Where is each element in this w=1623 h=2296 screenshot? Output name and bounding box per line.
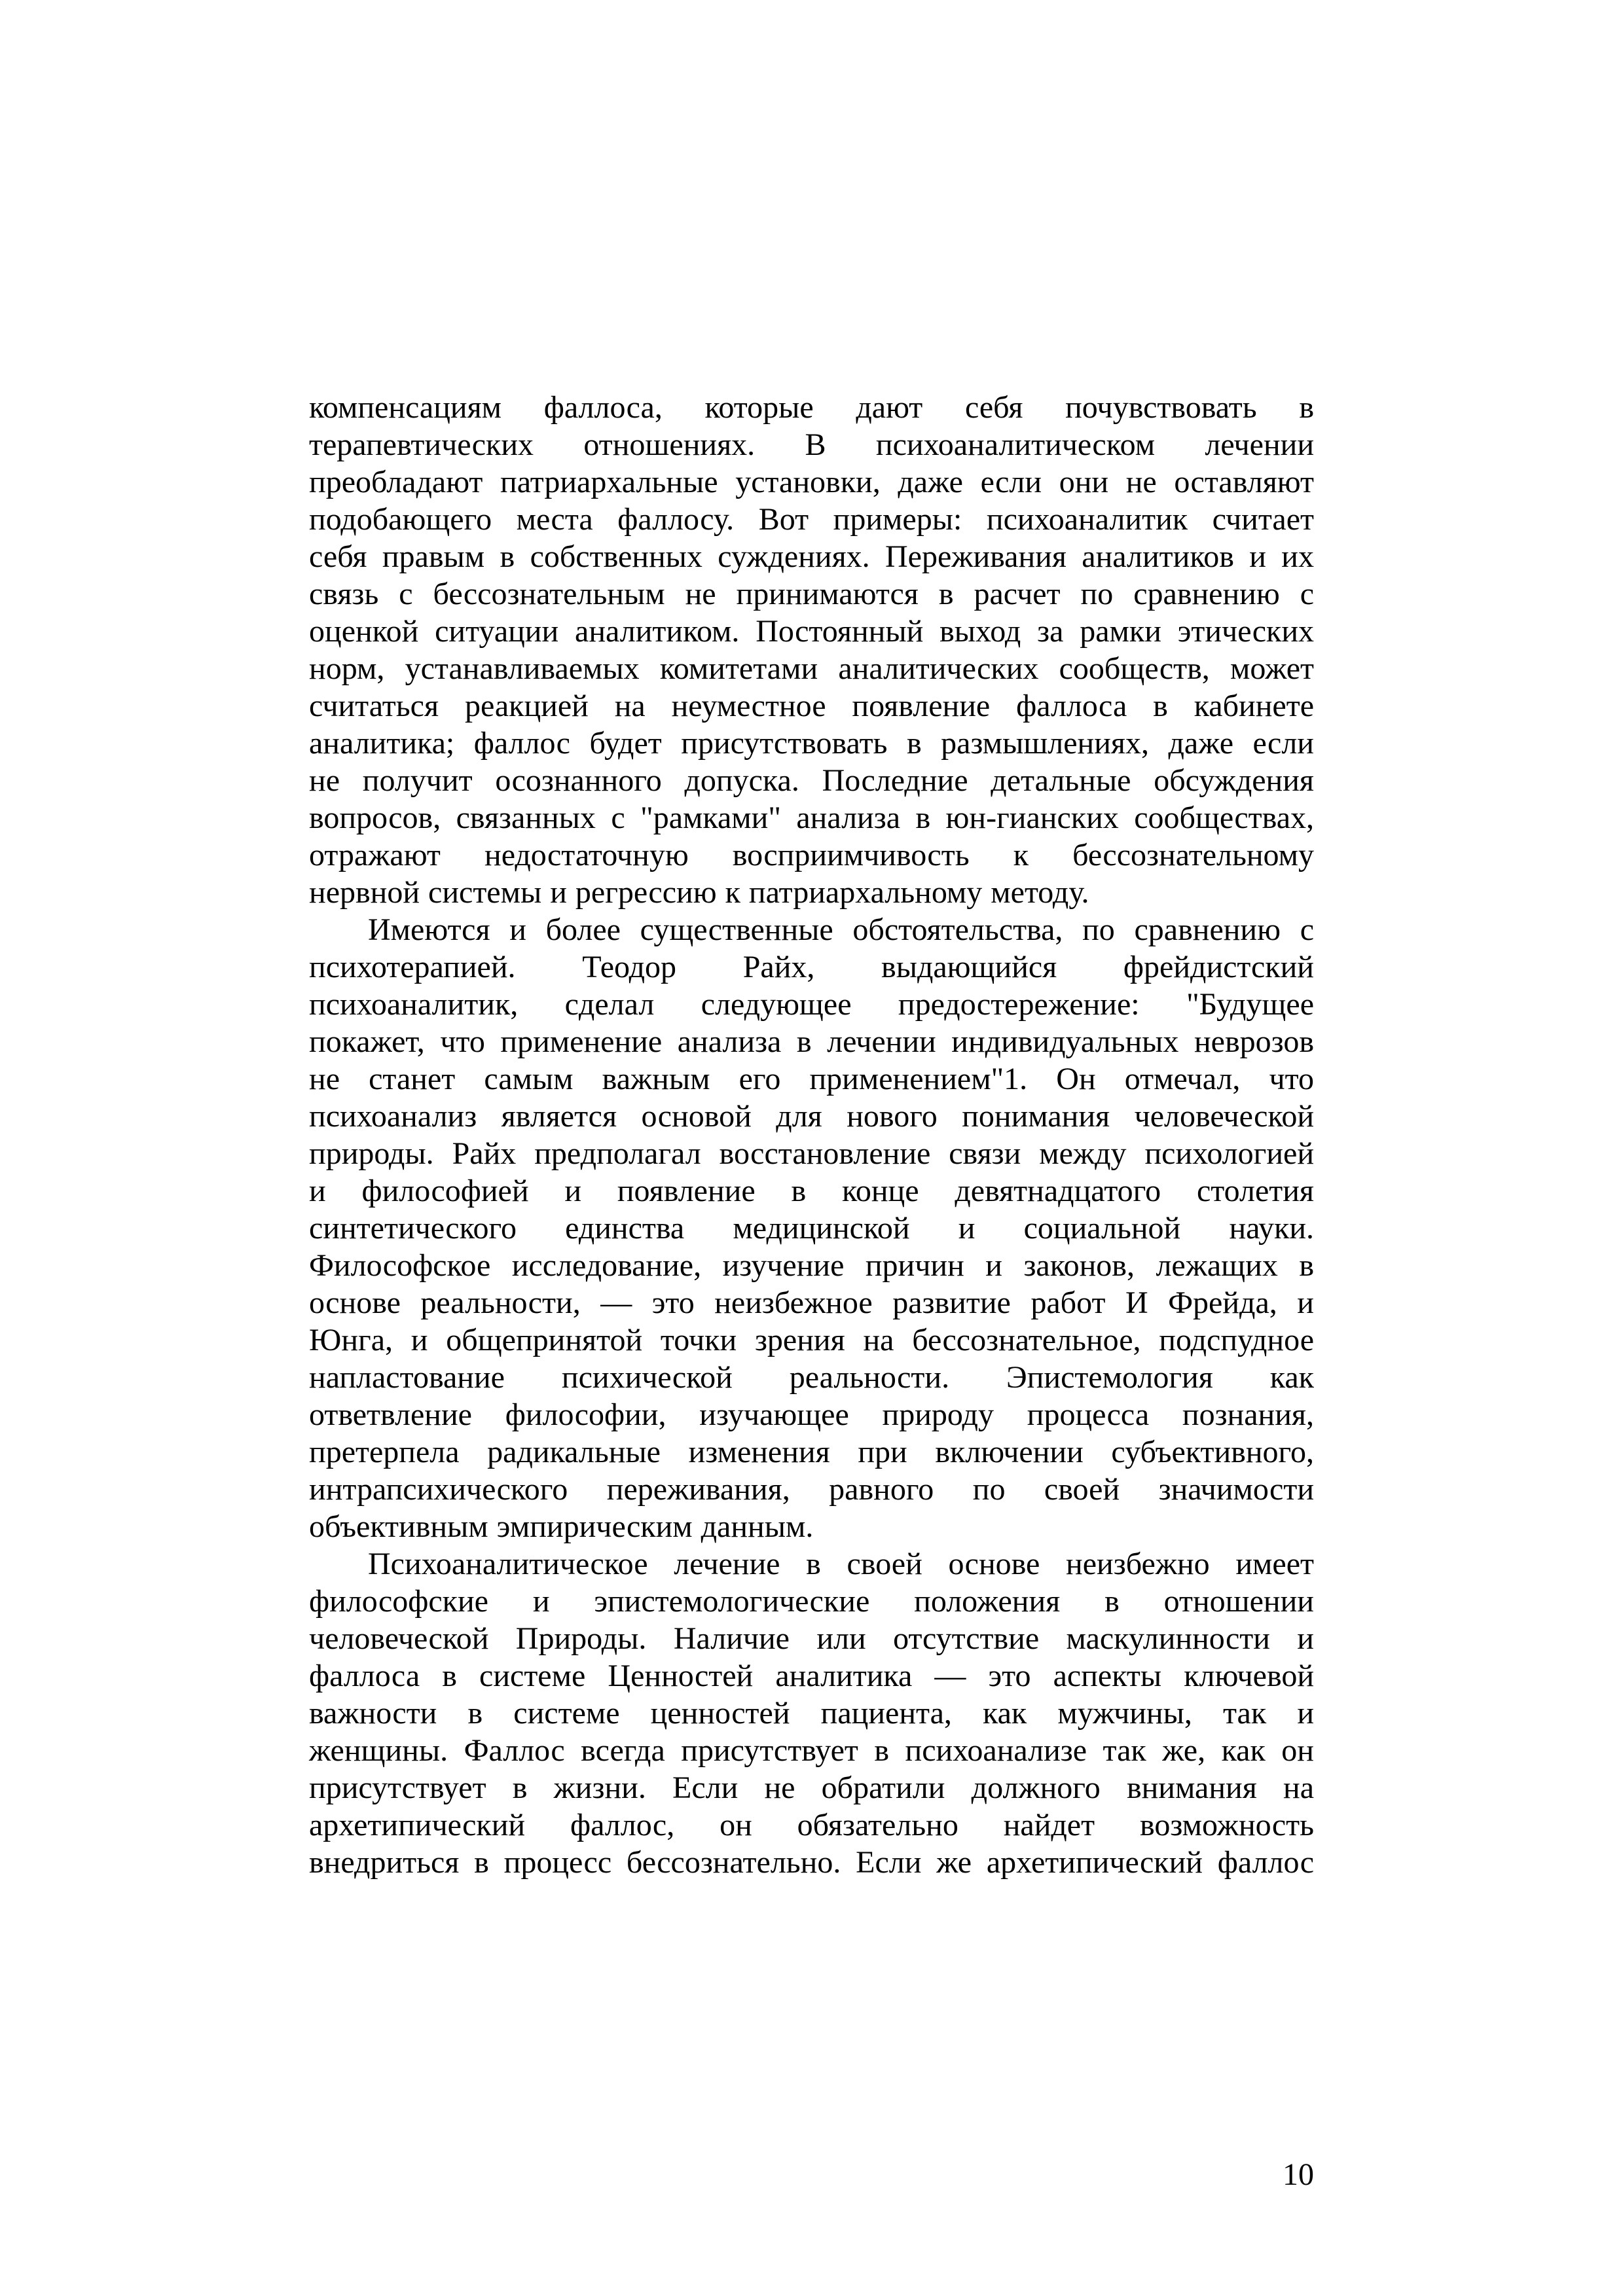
text-line: норм, устанавливаемых комитетами аналитических сообществ, может <box>309 651 1314 686</box>
text-line: Философское исследование, изучение причин и законов, лежащих в <box>309 1248 1314 1283</box>
text-line: присутствует в жизни. Если не обратили должного внимания на <box>309 1770 1314 1805</box>
text-line: фаллоса в системе Ценностей аналитика — это аспекты ключевой <box>309 1659 1314 1693</box>
text-line: аналитика; фаллос будет присутствовать в размышлениях, даже если <box>309 726 1314 761</box>
text-line: вопросов, связанных с "рамками" анализа в юн-гианских сообществах, <box>309 800 1314 835</box>
text-line: объективным эмпирическим данным. <box>309 1509 814 1544</box>
text-line: философские и эпистемологические положения в отношении <box>309 1584 1314 1619</box>
paragraph-2 <box>309 911 1314 1545</box>
text-line: психотерапией. Теодор Райх, выдающийся фрейдистский <box>309 950 1314 984</box>
text-line: архетипический фаллос, он обязательно найдет возможность <box>309 1808 1314 1842</box>
text-line: оценкой ситуации аналитиком. Постоянный выход за рамки этических <box>309 614 1314 649</box>
text-line: природы. Райх предполагал восстановление связи между психологией <box>309 1136 1314 1171</box>
text-line: себя правым в собственных суждениях. Переживания аналитиков и их <box>309 539 1314 574</box>
text-line: психоанализ является основой для нового понимания человеческой <box>309 1099 1314 1134</box>
text-line: отражают недостаточную восприимчивость к бессознательному <box>309 838 1314 872</box>
text-line: связь с бессознательным не принимаются в расчет по сравнению с <box>309 577 1314 611</box>
text-line: психоаналитик, сделал следующее предостережение: "Будущее <box>309 987 1314 1022</box>
text-line: терапевтических отношениях. В психоаналитическом лечении <box>309 427 1314 462</box>
text-line: Психоаналитическое лечение в своей основе неизбежно имеет <box>368 1547 1314 1581</box>
text-line: Юнга, и общепринятой точки зрения на бессознательное, подспудное <box>309 1323 1314 1357</box>
text-line: женщины. Фаллос всегда присутствует в психоанализе так же, как он <box>309 1733 1314 1768</box>
page-number: 10 <box>1283 2157 1314 2192</box>
text-line: ответвление философии, изучающее природу процесса познания, <box>309 1397 1314 1432</box>
text-line: нервной системы и регрессию к патриархальному методу. <box>309 875 1089 910</box>
text-line: считаться реакцией на неуместное появление фаллоса в кабинете <box>309 689 1314 723</box>
text-line: интрапсихического переживания, равного по своей значимости <box>309 1472 1314 1507</box>
text-line: не получит осознанного допуска. Последние детальные обсуждения <box>309 763 1314 798</box>
text-line: подобающего места фаллосу. Вот примеры: психоаналитик считает <box>309 502 1314 537</box>
text-line: напластование психической реальности. Эпистемология как <box>309 1360 1314 1395</box>
text-line: претерпела радикальные изменения при включении субъективного, <box>309 1435 1314 1469</box>
text-line: не станет самым важным его применением"1. Он отмечал, что <box>309 1062 1314 1096</box>
text-line: внедриться в процесс бессознательно. Если же архетипический фаллос <box>309 1845 1314 1880</box>
paragraph-3 <box>309 1545 1314 1881</box>
text-line: важности в системе ценностей пациента, как мужчины, так и <box>309 1696 1314 1731</box>
text-line: компенсациям фаллоса, которые дают себя почувствовать в <box>309 390 1314 425</box>
text-line: человеческой Природы. Наличие или отсутствие маскулинности и <box>309 1621 1314 1656</box>
text-line: и философией и появление в конце девятнадцатого столетия <box>309 1174 1314 1208</box>
text-line: синтетического единства медицинской и социальной науки. <box>309 1211 1314 1246</box>
text-line: Имеются и более существенные обстоятельства, по сравнению с <box>368 912 1314 947</box>
paragraph-1 <box>309 389 1314 911</box>
text-line: преобладают патриархальные установки, даже если они не оставляют <box>309 465 1314 499</box>
text-line: основе реальности, — это неизбежное развитие работ И Фрейда, и <box>309 1285 1314 1320</box>
body-text <box>309 389 1314 1881</box>
text-line: покажет, что применение анализа в лечении индивидуальных неврозов <box>309 1024 1314 1059</box>
